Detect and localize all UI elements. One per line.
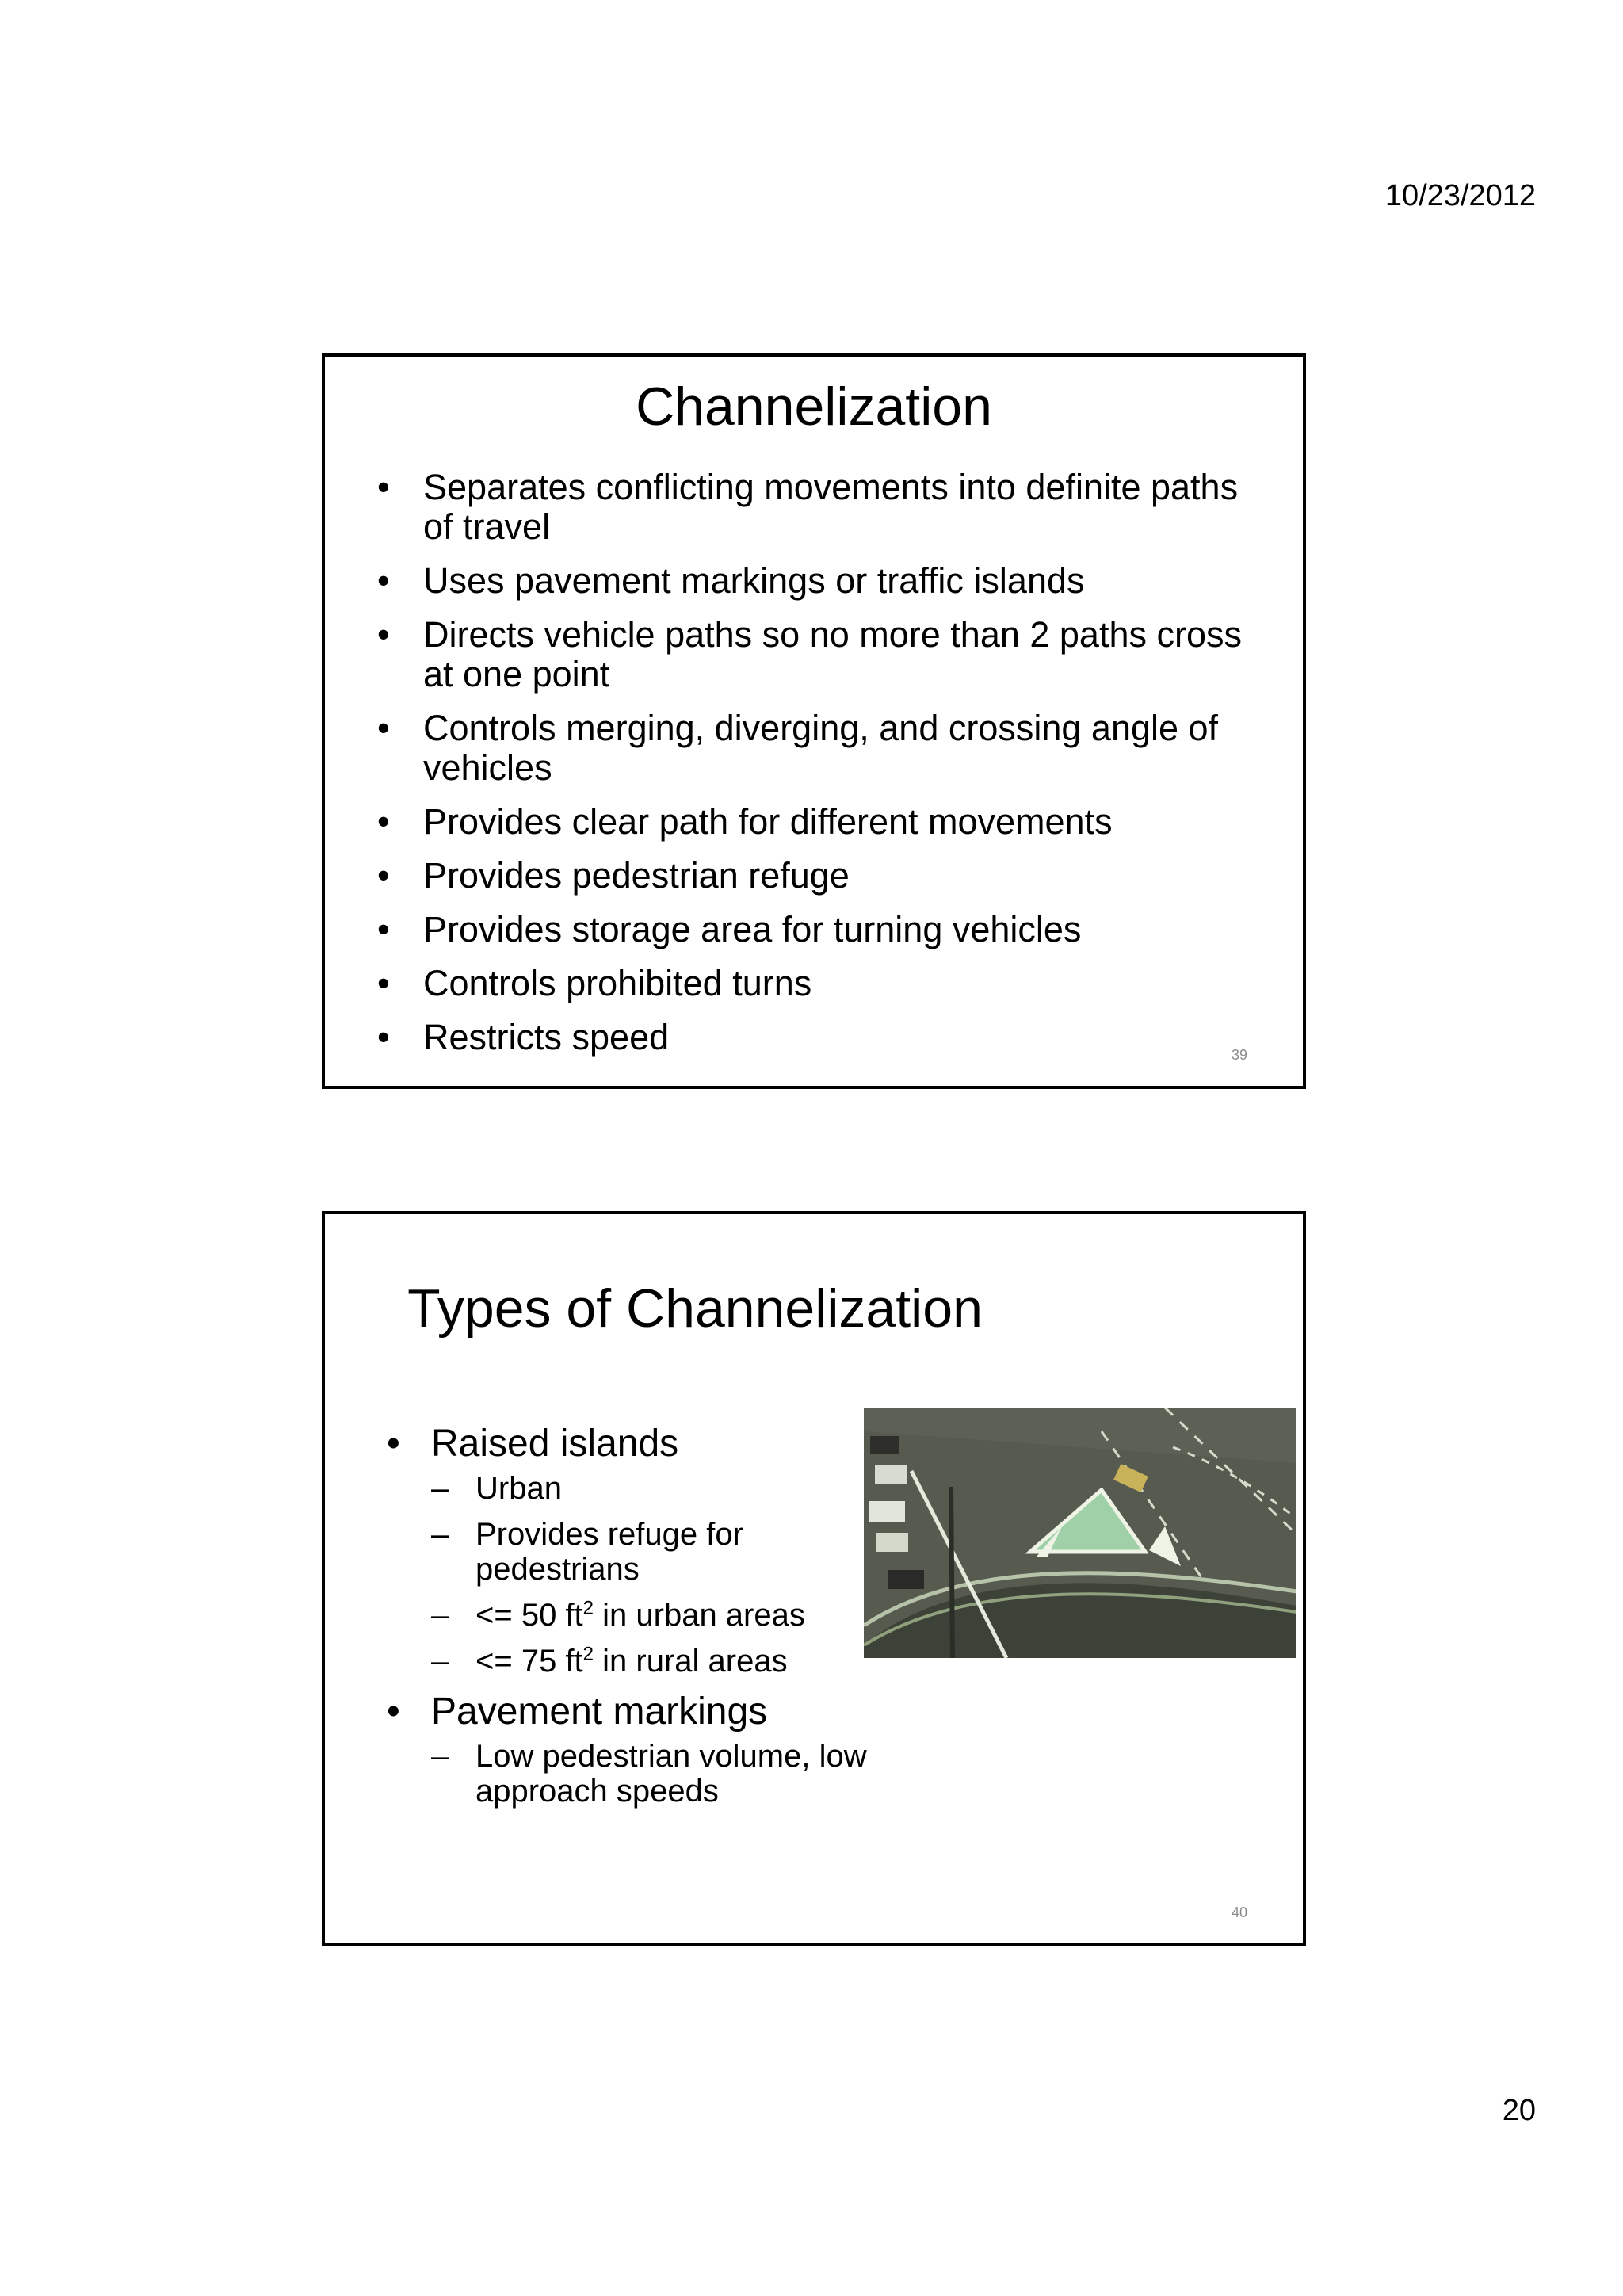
bullet-icon: • (387, 1690, 400, 1733)
bullet-item: • Controls prohibited turns (377, 963, 812, 1003)
page-number: 20 (1502, 2094, 1536, 2127)
sub-item: – Provides refuge for pedestrians (431, 1517, 743, 1587)
sub-list (431, 1471, 878, 1679)
bullet-item-pavement-markings: • Pavement markings – Low pedestrian volume, low approach speeds (387, 1690, 878, 1809)
sub-list (431, 1739, 878, 1809)
bullet-icon: • (387, 1423, 400, 1465)
bullet-icon: • (377, 560, 390, 601)
sub-item: – <= 50 $ft^2$ in urban areas (431, 1597, 805, 1633)
bullet-list (387, 1412, 878, 1820)
slide-types-of-channelization (322, 1211, 1306, 1946)
sub-item: – Urban (431, 1471, 562, 1506)
page-date: 10/23/2012 (1384, 179, 1536, 212)
bullet-item: • Provides clear path for different movements (377, 801, 1113, 842)
dash-icon: – (431, 1517, 449, 1552)
bullet-icon: • (377, 855, 390, 896)
slide-title: Channelization (636, 376, 992, 437)
bullet-icon: • (377, 708, 390, 748)
slide-title: Types of Channelization (407, 1278, 983, 1339)
dash-icon: – (431, 1598, 449, 1633)
slide-number: 40 (1231, 1904, 1247, 1920)
sub-item: – <= 75 $ft^2$ in rural areas (431, 1643, 788, 1679)
slide-channelization (322, 353, 1306, 1089)
bullet-item: • Restricts speed (377, 1017, 670, 1057)
bullet-item: • Provides storage area for turning vehicles (377, 909, 1082, 949)
bullet-icon: • (377, 909, 390, 949)
bullet-icon: • (377, 1017, 390, 1057)
slide-number: 39 (1231, 1047, 1247, 1063)
intersection-photo (864, 1408, 1296, 1658)
bullet-icon: • (377, 614, 390, 655)
bullet-item: • Provides pedestrian refuge (377, 855, 850, 896)
bullet-item: • Uses pavement markings or traffic islands (377, 560, 1085, 601)
bullet-icon: • (377, 963, 390, 1003)
bullet-item: • Controls merging, diverging, and crossing angle of vehicles (377, 708, 1219, 788)
dash-icon: – (431, 1644, 449, 1679)
dash-icon: – (431, 1471, 449, 1506)
bullet-list (372, 468, 1255, 1072)
bullet-icon: • (377, 801, 390, 842)
bullet-item-raised-islands: • Raised islands – Urban – Provides refuge for pedestrians – <= 50 $ft^2$ in urban areas – <= 75 $ft^2$ in rural areas (387, 1422, 878, 1679)
dash-icon: – (431, 1739, 449, 1774)
bullet-item: • Directs vehicle paths so no more than 2 paths cross at one point (377, 614, 1243, 694)
sub-item: – Low pedestrian volume, low approach speeds (431, 1739, 867, 1809)
bullet-item: • Separates conflicting movements into definite paths of travel (377, 467, 1239, 547)
bullet-icon: • (377, 467, 390, 507)
